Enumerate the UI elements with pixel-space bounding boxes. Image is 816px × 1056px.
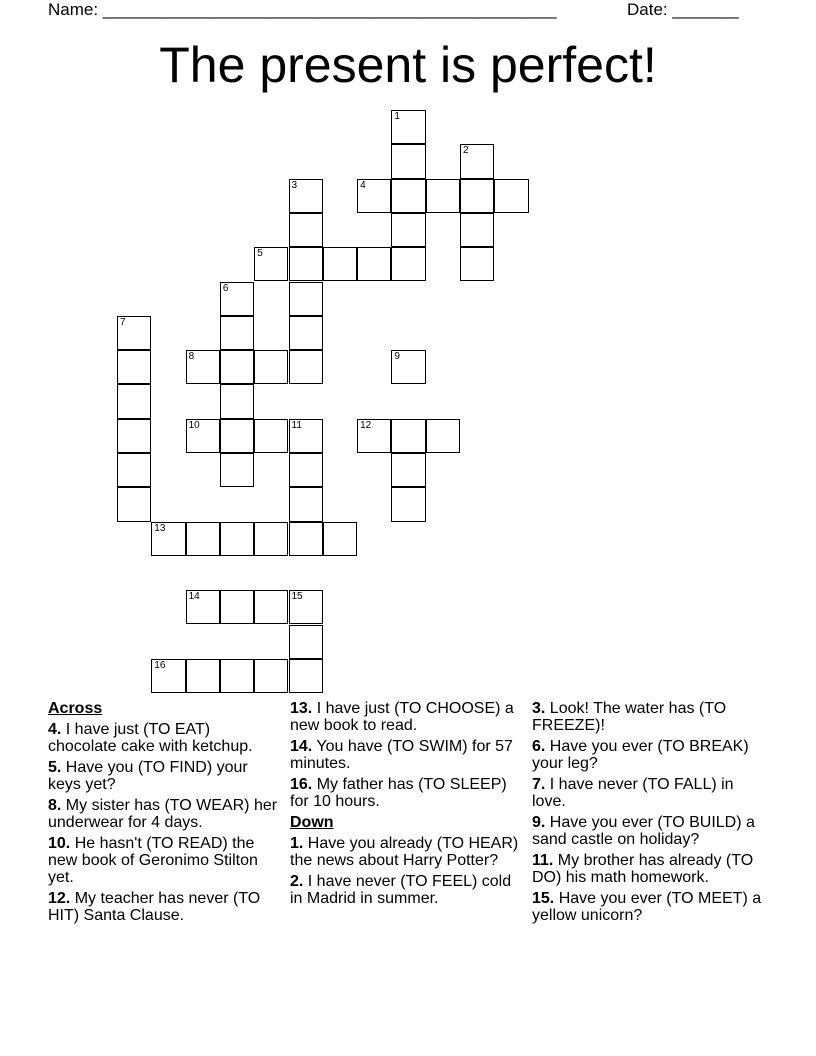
crossword-cell[interactable]	[289, 316, 323, 350]
clue-number: 4.	[48, 721, 62, 738]
crossword-cell[interactable]	[289, 213, 323, 247]
crossword-cell[interactable]	[391, 213, 425, 247]
crossword-cell[interactable]	[289, 625, 323, 659]
crossword-cell[interactable]	[289, 522, 323, 556]
cell-number: 3	[291, 179, 298, 191]
clue-number: 12.	[48, 890, 71, 907]
crossword-cell[interactable]	[289, 487, 323, 521]
crossword-cell[interactable]	[254, 247, 288, 281]
cell-number: 8	[188, 351, 195, 363]
down-heading: Down	[290, 814, 334, 831]
clue-text: My father has (TO SLEEP) for 10 hours.	[290, 776, 507, 810]
crossword-cell[interactable]	[391, 453, 425, 487]
crossword-cell[interactable]	[254, 419, 288, 453]
clue-text: My sister has (TO WEAR) her underwear for 4 days.	[48, 797, 278, 831]
clue-number: 14.	[290, 738, 313, 755]
crossword-cell[interactable]	[220, 316, 254, 350]
clue-down-6	[532, 738, 768, 772]
clues-column-3	[532, 700, 768, 928]
crossword-cell[interactable]	[289, 659, 323, 693]
crossword-cell[interactable]	[391, 110, 425, 144]
crossword-cell[interactable]	[391, 350, 425, 384]
crossword-cell[interactable]	[357, 247, 391, 281]
clue-down-7	[532, 776, 768, 810]
clue-number: 1.	[290, 835, 304, 852]
crossword-cell[interactable]	[117, 350, 151, 384]
clue-number: 9.	[532, 814, 546, 831]
crossword-cell[interactable]	[186, 350, 220, 384]
crossword-cell[interactable]	[117, 487, 151, 521]
crossword-cell[interactable]	[391, 179, 425, 213]
crossword-cell[interactable]	[289, 247, 323, 281]
crossword-cell[interactable]	[117, 453, 151, 487]
crossword-cell[interactable]	[426, 419, 460, 453]
clue-text: I have just (TO CHOOSE) a new book to read.	[290, 700, 514, 734]
clue-text: Look! The water has (TO FREEZE)!	[532, 700, 727, 734]
clue-text: I have just (TO EAT) chocolate cake with ketchup.	[48, 721, 253, 755]
crossword-cell[interactable]	[254, 590, 288, 624]
clue-across-14	[290, 738, 520, 772]
clue-text: Have you already (TO HEAR) the news about Harry Potter?	[290, 835, 519, 869]
clue-number: 2.	[290, 873, 304, 890]
clue-down-15	[532, 890, 768, 924]
crossword-cell[interactable]	[254, 659, 288, 693]
crossword-cell[interactable]	[494, 179, 528, 213]
clue-down-9	[532, 814, 768, 848]
clue-number: 15.	[532, 890, 555, 907]
cell-number: 7	[120, 316, 126, 328]
clue-number: 8.	[48, 797, 62, 814]
clue-number: 7.	[532, 776, 546, 793]
crossword-cell[interactable]	[289, 590, 323, 624]
crossword-cell[interactable]	[220, 384, 254, 418]
crossword-cell[interactable]	[186, 522, 220, 556]
clues-column-1	[48, 700, 278, 928]
crossword-cell[interactable]	[323, 247, 357, 281]
clue-down-2	[290, 873, 520, 907]
crossword-cell[interactable]	[151, 659, 185, 693]
clue-text: Have you ever (TO MEET) a yellow unicorn?	[532, 890, 762, 924]
clue-across-5	[48, 759, 278, 793]
cell-number: 9	[394, 351, 400, 363]
crossword-cell[interactable]	[289, 179, 323, 213]
clue-text: You have (TO SWIM) for 57 minutes.	[290, 738, 513, 772]
crossword-cell[interactable]	[117, 384, 151, 418]
clue-text: I have never (TO FALL) in love.	[532, 776, 734, 810]
crossword-cell[interactable]	[289, 419, 323, 453]
crossword-cell[interactable]	[186, 419, 220, 453]
cell-number: 15	[291, 591, 303, 603]
clue-number: 16.	[290, 776, 313, 793]
clue-across-10	[48, 835, 278, 886]
cell-number: 14	[188, 591, 200, 603]
crossword-cell[interactable]	[289, 282, 323, 316]
clue-number: 10.	[48, 835, 71, 852]
clue-across-8	[48, 797, 278, 831]
crossword-cell[interactable]	[460, 179, 494, 213]
crossword-cell[interactable]	[220, 453, 254, 487]
crossword-cell[interactable]	[460, 144, 494, 178]
clue-down-1	[290, 835, 520, 869]
crossword-cell[interactable]	[220, 350, 254, 384]
clue-across-4	[48, 721, 278, 755]
crossword-cell[interactable]	[117, 419, 151, 453]
crossword-cell[interactable]	[220, 282, 254, 316]
cell-number: 6	[222, 282, 229, 294]
clue-text: I have never (TO FEEL) cold in Madrid in summer.	[290, 873, 512, 907]
crossword-cell[interactable]	[391, 419, 425, 453]
crossword-cell[interactable]	[254, 350, 288, 384]
clue-across-16	[290, 776, 520, 810]
clue-text: Have you ever (TO BUILD) a sand castle on holiday?	[532, 814, 755, 848]
crossword-cell[interactable]	[289, 350, 323, 384]
cell-number: 5	[257, 248, 263, 260]
crossword-cell[interactable]	[426, 179, 460, 213]
crossword-cell[interactable]	[323, 522, 357, 556]
clue-number: 6.	[532, 738, 546, 755]
crossword-cell[interactable]	[357, 179, 391, 213]
clues-column-2	[290, 700, 520, 911]
cell-number: 13	[154, 522, 166, 534]
crossword-cell[interactable]	[117, 316, 151, 350]
clue-text: Have you ever (TO BREAK) your leg?	[532, 738, 749, 772]
clue-across-12	[48, 890, 278, 924]
clue-number: 13.	[290, 700, 313, 717]
crossword-cell[interactable]	[220, 659, 254, 693]
crossword-cell[interactable]	[289, 453, 323, 487]
name-field-label: Name: ________________________________________________	[48, 0, 557, 19]
clue-number: 5.	[48, 759, 62, 776]
cell-number: 1	[394, 111, 400, 122]
across-heading: Across	[48, 700, 103, 717]
clue-number: 11.	[532, 852, 554, 869]
clue-down-3	[532, 700, 768, 734]
crossword-cell[interactable]	[460, 213, 494, 247]
crossword-cell[interactable]	[220, 419, 254, 453]
crossword-cell[interactable]	[151, 522, 185, 556]
cell-number: 11	[291, 419, 302, 431]
clue-across-13	[290, 700, 520, 734]
crossword-cell[interactable]	[391, 487, 425, 521]
crossword-cell[interactable]	[254, 522, 288, 556]
date-field-label: Date: _______	[627, 0, 739, 19]
clue-text: My brother has already (TO DO) his math homework.	[532, 852, 754, 886]
crossword-cell[interactable]	[391, 144, 425, 178]
crossword-cell[interactable]	[186, 590, 220, 624]
page-title: The present is perfect!	[159, 37, 657, 93]
clue-text: My teacher has never (TO HIT) Santa Clause.	[48, 890, 261, 924]
cell-number: 16	[154, 659, 166, 671]
crossword-cell[interactable]	[220, 590, 254, 624]
crossword-cell[interactable]	[460, 247, 494, 281]
crossword-cell[interactable]	[220, 522, 254, 556]
clue-text: Have you (TO FIND) your keys yet?	[48, 759, 248, 793]
crossword-cell[interactable]	[357, 419, 391, 453]
crossword-cell[interactable]	[391, 247, 425, 281]
cell-number: 10	[188, 419, 200, 431]
clue-number: 3.	[532, 700, 546, 717]
clue-down-11	[532, 852, 768, 886]
cell-number: 2	[463, 145, 469, 157]
cell-number: 4	[360, 179, 366, 191]
clue-text: He hasn't (TO READ) the new book of Geronimo Stilton yet.	[48, 835, 258, 886]
crossword-cell[interactable]	[186, 659, 220, 693]
cell-number: 12	[360, 419, 372, 431]
